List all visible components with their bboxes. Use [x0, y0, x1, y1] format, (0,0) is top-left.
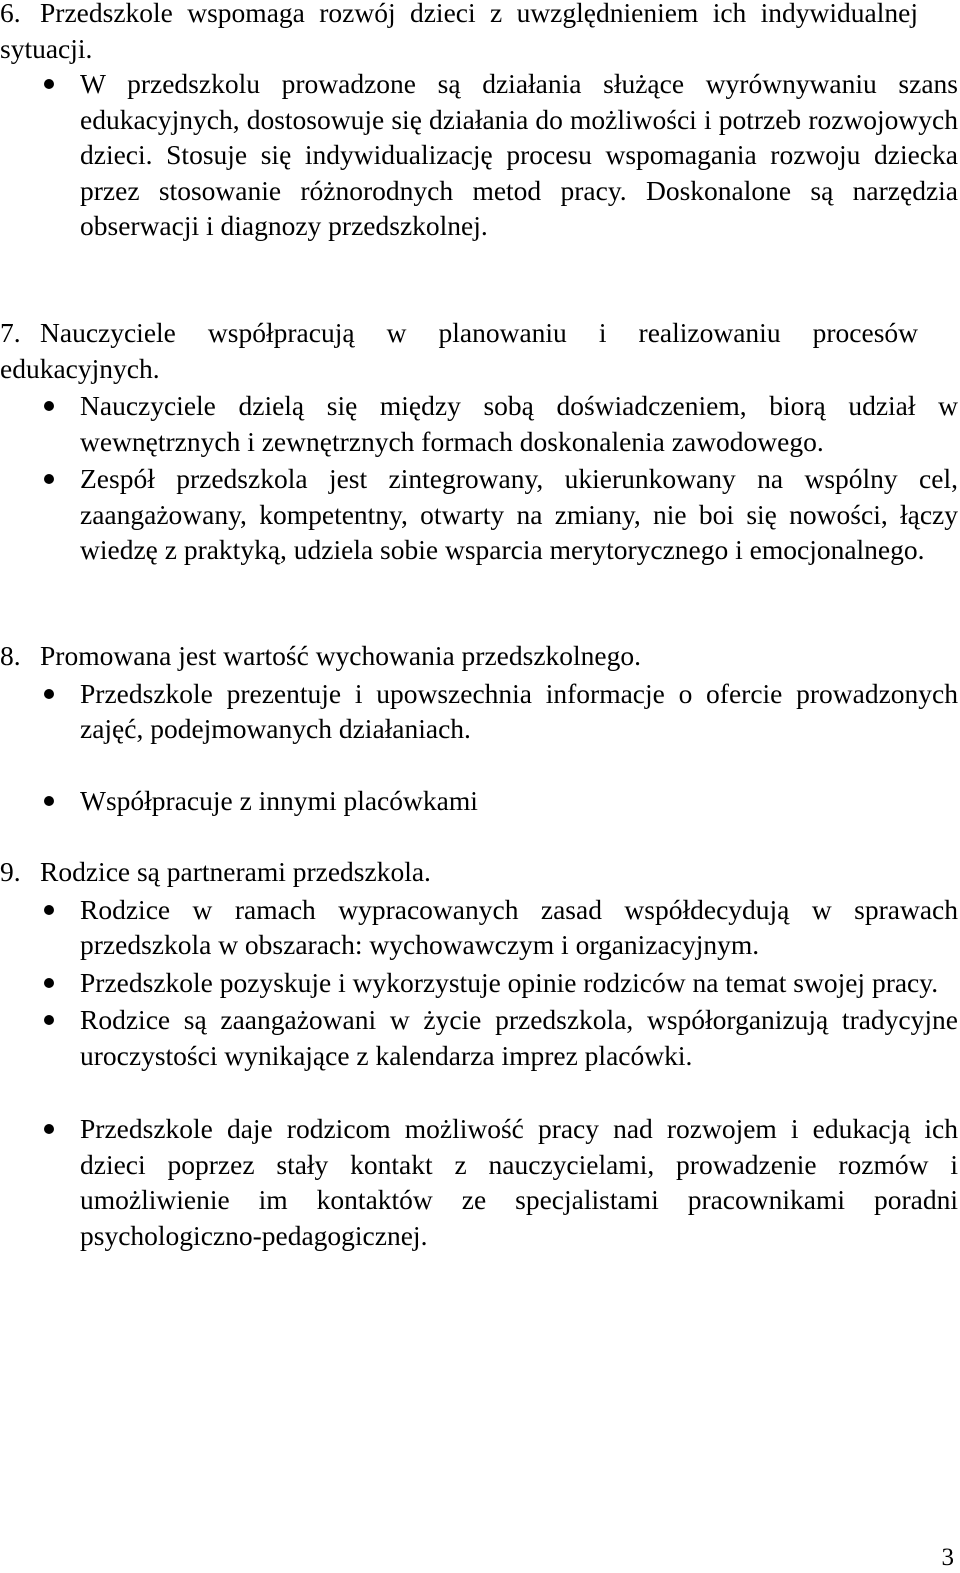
- bullet-icon: [44, 796, 54, 806]
- list-item-text: Nauczyciele dzielą się między sobą doświadczeniem, biorą udział w wewnętrznych i zewnętrznych formach doskonalenia zawodowego.: [80, 390, 958, 457]
- list-item-text: Współpracuje z innymi placówkami: [80, 784, 478, 816]
- page-number: 3: [941, 1544, 954, 1571]
- list-item: [0, 892, 960, 963]
- section-number: 8.: [0, 640, 21, 671]
- list-item-text: W przedszkolu prowadzone są działania służące wyrównywaniu szans edukacyjnych, dostosowuje się działania do możliwości i potrzeb rozwojowych dzieci. Stosuje się indywidualizację procesu wspomagania rozwoju dziecka przez stosowanie różnorodnych metod pracy. Doskonalone są narzędzia obserwacji i diagnozy przedszkolnej.: [80, 68, 958, 241]
- section-heading: [0, 854, 960, 890]
- section-7: [0, 315, 960, 568]
- list-item: [0, 676, 960, 747]
- section-heading: [0, 638, 960, 674]
- section-8: [0, 638, 960, 818]
- list-item-text: Przedszkole prezentuje i upowszechnia informacje o ofercie prowadzonych zajęć, podejmowanych działaniach.: [80, 677, 958, 744]
- list-item-text: Przedszkole daje rodzicom możliwość pracy nad rozwojem i edukacją ich dzieci poprzez stały kontakt z nauczycielami, prowadzenie rozmów i umożliwienie im kontaktów ze specjalistami pracownikami poradni psychologiczno-pedagogicznej.: [80, 1113, 958, 1251]
- bullet-icon: [44, 1015, 54, 1025]
- section-number: 7.: [0, 317, 21, 348]
- list-item-text: Rodzice w ramach wypracowanych zasad współdecydują w sprawach przedszkola w obszarach: wychowawczym i organizacyjnym.: [80, 893, 958, 960]
- list-item-text: Zespół przedszkola jest zintegrowany, ukierunkowany na wspólny cel, zaangażowany, kompetentny, otwarty na zmiany, nie boi się nowości, łączy wiedzę z praktyką, udziela sobie wsparcia merytorycznego i emocjonalnego.: [80, 463, 958, 565]
- list-item: [0, 1002, 960, 1073]
- list-item-text: Przedszkole pozyskuje i wykorzystuje opinie rodziców na temat swojej pracy.: [80, 966, 939, 998]
- bullet-icon: [44, 474, 54, 484]
- list-item: [0, 1111, 960, 1253]
- bullet-icon: [44, 401, 54, 411]
- bullet-list: [0, 388, 960, 568]
- list-item: [0, 783, 960, 819]
- section-heading: [0, 0, 960, 66]
- section-heading-text: Rodzice są partnerami przedszkola.: [40, 856, 431, 887]
- bullet-icon: [44, 1124, 54, 1134]
- section-9: [0, 854, 960, 1253]
- section-6: [0, 0, 960, 244]
- bullet-list: [0, 676, 960, 819]
- bullet-icon: [44, 978, 54, 988]
- section-number: 9.: [0, 856, 21, 887]
- bullet-icon: [44, 689, 54, 699]
- section-heading-text: Promowana jest wartość wychowania przedszkolnego.: [40, 640, 641, 671]
- list-item: [0, 461, 960, 568]
- bullet-list: [0, 66, 960, 244]
- list-item: [0, 965, 960, 1001]
- bullet-icon: [44, 79, 54, 89]
- section-heading-text: Nauczyciele współpracują w planowaniu i realizowaniu procesów edukacyjnych.: [0, 317, 918, 384]
- section-number: 6.: [0, 0, 21, 28]
- section-heading: [0, 315, 960, 386]
- list-item: [0, 388, 960, 459]
- bullet-list: [0, 892, 960, 1254]
- list-item: [0, 66, 960, 244]
- section-heading-text: Przedszkole wspomaga rozwój dzieci z uwzględnieniem ich indywidualnej sytuacji.: [0, 0, 918, 64]
- bullet-icon: [44, 905, 54, 915]
- list-item-text: Rodzice są zaangażowani w życie przedszkola, współorganizują tradycyjne uroczystości wynikające z kalendarza imprez placówki.: [80, 1004, 958, 1071]
